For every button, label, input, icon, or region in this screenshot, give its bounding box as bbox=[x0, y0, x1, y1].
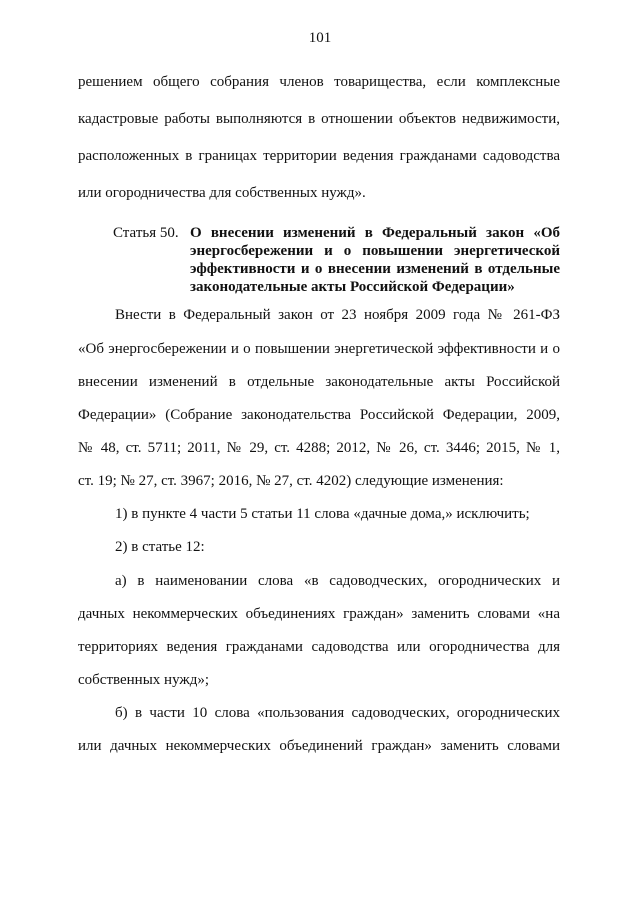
body-line-11: территориях ведения гражданами садоводства или огородничества для bbox=[78, 639, 560, 655]
article-title-line-1: О внесении изменений в Федеральный закон «Об bbox=[190, 225, 560, 241]
body-line-1: Внести в Федеральный закон от 23 ноября 2009 года № 261-ФЗ bbox=[115, 307, 560, 323]
body-line-13: б) в части 10 слова «пользования садоводческих, огороднических bbox=[115, 705, 560, 721]
body-line-7: 1) в пункте 4 части 5 статьи 11 слова «дачные дома,» исключить; bbox=[115, 506, 530, 522]
article-title-line-3: эффективности и о внесении изменений в отдельные bbox=[190, 261, 560, 277]
intro-line-4: или огородничества для собственных нужд». bbox=[78, 185, 366, 201]
body-line-14: или дачных некоммерческих объединений граждан» заменить словами bbox=[78, 738, 560, 754]
article-title-line-4: законодательные акты Российской Федерации» bbox=[190, 279, 515, 295]
body-line-3: внесении изменений в отдельные законодательные акты Российской bbox=[78, 374, 560, 390]
article-label: Статья 50. bbox=[113, 225, 179, 241]
body-line-8: 2) в статье 12: bbox=[115, 539, 205, 555]
body-line-9: а) в наименовании слова «в садоводческих, огороднических и bbox=[115, 573, 560, 589]
body-line-4: Федерации» (Собрание законодательства Российской Федерации, 2009, bbox=[78, 407, 560, 423]
intro-line-3: расположенных в границах территории ведения гражданами садоводства bbox=[78, 148, 560, 164]
article-title-line-2: энергосбережении и о повышении энергетической bbox=[190, 243, 560, 259]
body-line-5: № 48, ст. 5711; 2011, № 29, ст. 4288; 2012, № 26, ст. 3446; 2015, № 1, bbox=[78, 440, 560, 456]
body-line-12: собственных нужд»; bbox=[78, 672, 210, 688]
page-number: 101 bbox=[308, 30, 332, 46]
intro-line-2: кадастровые работы выполняются в отношении объектов недвижимости, bbox=[78, 111, 560, 127]
body-line-2: «Об энергосбережении и о повышении энергетической эффективности и о bbox=[78, 341, 560, 357]
intro-line-1: решением общего собрания членов товарищества, если комплексные bbox=[78, 74, 560, 90]
body-line-10: дачных некоммерческих объединениях граждан» заменить словами «на bbox=[78, 606, 560, 622]
body-line-6: ст. 19; № 27, ст. 3967; 2016, № 27, ст. 4202) следующие изменения: bbox=[78, 473, 504, 489]
